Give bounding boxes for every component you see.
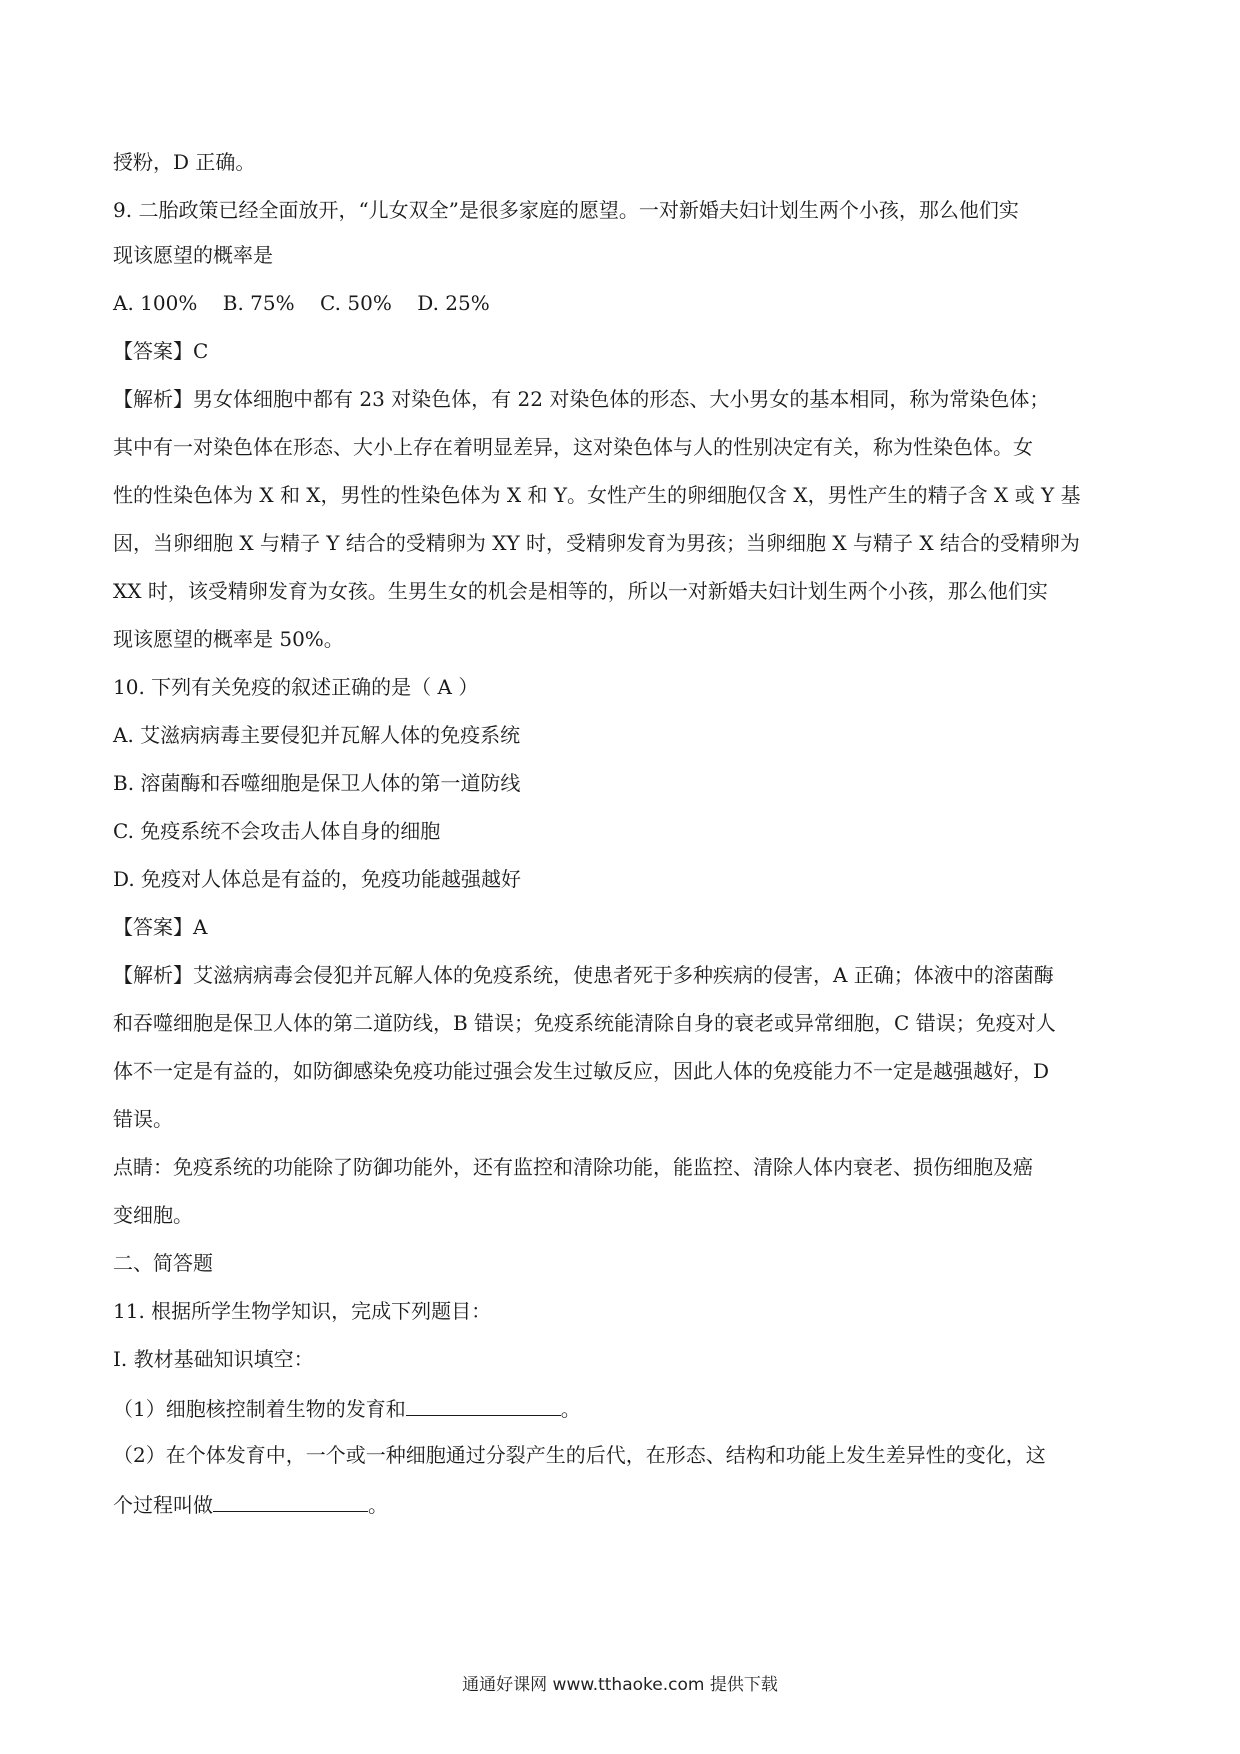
q10-analysis-line: 体不一定是有益的，如防御感染免疫功能过强会发生过敏反应，因此人体的免疫能力不一定是越强越好，D xyxy=(113,1059,1050,1083)
q11-stem: 11. 根据所学生物学知识，完成下列题目： xyxy=(113,1299,492,1323)
q9-analysis-line: 【解析】男女体细胞中都有 23 对染色体，有 22 对染色体的形态、大小男女的基本相同，称为常染色体； xyxy=(113,387,1050,411)
q10-answer: 【答案】A xyxy=(113,915,208,939)
q11-item2-line1: （2）在个体发育中，一个或一种细胞通过分裂产生的后代，在形态、结构和功能上发生差异性的变化，这 xyxy=(113,1443,1046,1467)
q11-part1-title: Ⅰ. 教材基础知识填空： xyxy=(113,1347,314,1371)
q10-option-d: D. 免疫对人体总是有益的，免疫功能越强越好 xyxy=(113,867,522,891)
q10-tip-line: 点睛：免疫系统的功能除了防御功能外，还有监控和清除功能，能监控、清除人体内衰老、损伤细胞及癌 xyxy=(113,1155,1033,1179)
page-footer: 通通好课网 www.tthaoke.com 提供下载 xyxy=(462,1675,778,1695)
q11-item2-text: 个过程叫做 xyxy=(113,1493,213,1517)
q10-analysis-line: 错误。 xyxy=(113,1107,173,1131)
q9-analysis-line: XX 时，该受精卵发育为女孩。生男生女的机会是相等的，所以一对新婚夫妇计划生两个小孩，那么他们实 xyxy=(113,579,1048,603)
q11-item1-suffix: 。 xyxy=(560,1397,581,1421)
q10-analysis-line: 【解析】艾滋病病毒会侵犯并瓦解人体的免疫系统，使患者死于多种疾病的侵害，A 正确；体液中的溶菌酶 xyxy=(113,963,1054,987)
q11-item1 xyxy=(113,1395,581,1422)
q8-tail: 授粉，D 正确。 xyxy=(113,150,256,174)
q10-option-b: B. 溶菌酶和吞噬细胞是保卫人体的第一道防线 xyxy=(113,771,521,795)
q9-analysis-line: 其中有一对染色体在形态、大小上存在着明显差异，这对染色体与人的性别决定有关，称为性染色体。女 xyxy=(113,435,1033,459)
q10-option-a: A. 艾滋病病毒主要侵犯并瓦解人体的免疫系统 xyxy=(113,723,521,747)
q10-option-c: C. 免疫系统不会攻击人体自身的细胞 xyxy=(113,819,441,843)
q9-analysis-line: 现该愿望的概率是 50%。 xyxy=(113,627,344,651)
q9-answer: 【答案】C xyxy=(113,339,209,363)
q9-analysis-line: 性的性染色体为 X 和 X，男性的性染色体为 X 和 Y。女性产生的卵细胞仅含 X，男性产生的精子含 X 或 Y 基 xyxy=(113,483,1081,507)
q9-options: A. 100% B. 75% C. 50% D. 25% xyxy=(113,291,490,315)
q10-stem: 10. 下列有关免疫的叙述正确的是（ A ） xyxy=(113,675,479,699)
q9-stem-line1: 9. 二胎政策已经全面放开，“儿女双全”是很多家庭的愿望。一对新婚夫妇计划生两个小孩，那么他们实 xyxy=(113,198,1019,222)
section-title: 二、简答题 xyxy=(113,1251,213,1275)
q9-analysis-line: 因，当卵细胞 X 与精子 Y 结合的受精卵为 XY 时，受精卵发育为男孩；当卵细胞 X 与精子 X 结合的受精卵为 xyxy=(113,531,1080,555)
q9-stem-line2: 现该愿望的概率是 xyxy=(113,243,273,267)
q11-item2-suffix: 。 xyxy=(368,1493,388,1517)
answer-blank[interactable] xyxy=(213,1491,368,1512)
q11-item1-text: （1）细胞核控制着生物的发育和 xyxy=(113,1397,406,1421)
q10-analysis-line: 和吞噬细胞是保卫人体的第二道防线，B 错误；免疫系统能清除自身的衰老或异常细胞，C 错误；免疫对人 xyxy=(113,1011,1056,1035)
answer-blank[interactable] xyxy=(406,1395,561,1416)
q10-tip-line: 变细胞。 xyxy=(113,1203,193,1227)
q11-item2-line2 xyxy=(113,1491,388,1518)
